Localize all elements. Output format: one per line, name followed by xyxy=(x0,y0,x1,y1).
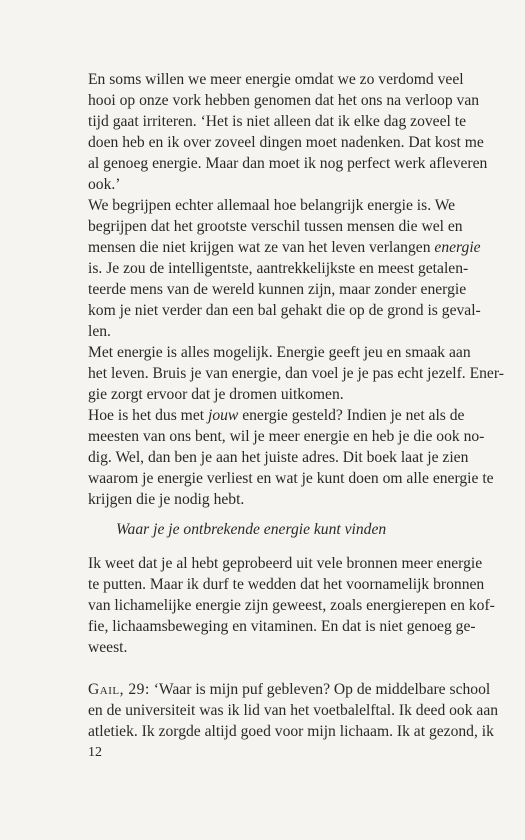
text-line: kom je niet verder dan een bal gehakt die op de grond is geval- xyxy=(88,302,481,319)
text-line: We begrijpen echter allemaal hoe belangrijk energie is. We xyxy=(88,197,456,214)
text-line: Gail, 29: ‘Waar is mijn puf gebleven? Op de middelbare school xyxy=(88,681,491,698)
text-line: meesten van ons bent, wil je meer energie en heb je die ook no- xyxy=(88,428,485,445)
text-line: is. Je zou de intelligentste, aantrekkelijkste en meest getalen- xyxy=(88,260,469,277)
text-line: begrijpen dat het grootste verschil tussen mensen die wel en xyxy=(88,218,463,235)
text-line: len. xyxy=(88,323,111,340)
text-line: en de universiteit was ik lid van het voetbalelftal. Ik deed ook aan xyxy=(88,702,499,719)
text-line: Hoe is het dus met jouw energie gesteld? Indien je net als de xyxy=(88,407,465,424)
text-line: En soms willen we meer energie omdat we zo verdomd veel xyxy=(88,71,464,88)
emphasis: energie xyxy=(434,239,481,256)
text-line: al genoeg energie. Maar dan moet ik nog perfect werk afleveren xyxy=(88,155,488,172)
text-line: waarom je energie verliest en wat je kunt doen om alle energie te xyxy=(88,470,494,487)
emphasis: jouw xyxy=(207,407,239,424)
text-line: weest. xyxy=(88,639,128,656)
text-line: het leven. Bruis je van energie, dan voel je je pas echt jezelf. Ener- xyxy=(88,365,504,382)
text-line: teerde mens van de wereld kunnen zijn, maar zonder energie xyxy=(88,281,467,298)
text-line: tijd gaat irriteren. ‘Het is niet alleen dat ik elke dag zoveel te xyxy=(88,113,466,130)
text-line: fie, lichaamsbeweging en vitaminen. En dat is niet genoeg ge- xyxy=(88,618,476,635)
text-line: dig. Wel, dan ben je aan het juiste adres. Dit boek laat je zien xyxy=(88,449,469,466)
text-line: te putten. Maar ik durf te wedden dat het voornamelijk bronnen xyxy=(88,576,485,593)
section-heading: Waar je je ontbrekende energie kunt vinden xyxy=(116,521,387,538)
text-line: doen heb en ik over zoveel dingen moet nadenken. Dat kost me xyxy=(88,134,484,151)
text-line: ook.’ xyxy=(88,176,121,193)
text-line: atletiek. Ik zorgde altijd goed voor mijn lichaam. Ik at gezond, ik xyxy=(88,723,494,740)
text-line: van lichamelijke energie zijn geweest, zoals energierepen en kof- xyxy=(88,597,495,614)
text-line: Ik weet dat je al hebt geprobeerd uit vele bronnen meer energie xyxy=(88,555,483,572)
text-line: mensen die niet krijgen wat ze van het leven verlangen energie xyxy=(88,239,481,256)
speaker-label: Gail, 29: xyxy=(88,681,150,698)
text-line: krijgen die je nodig hebt. xyxy=(88,491,245,508)
text-line: Met energie is alles mogelijk. Energie geeft jeu en smaak aan xyxy=(88,344,471,361)
text-line: hooi op onze vork hebben genomen dat het ons na verloop van xyxy=(88,92,480,109)
text-line: gie zorgt ervoor dat je dromen uitkomen. xyxy=(88,386,344,403)
page-number: 12 xyxy=(88,745,102,760)
